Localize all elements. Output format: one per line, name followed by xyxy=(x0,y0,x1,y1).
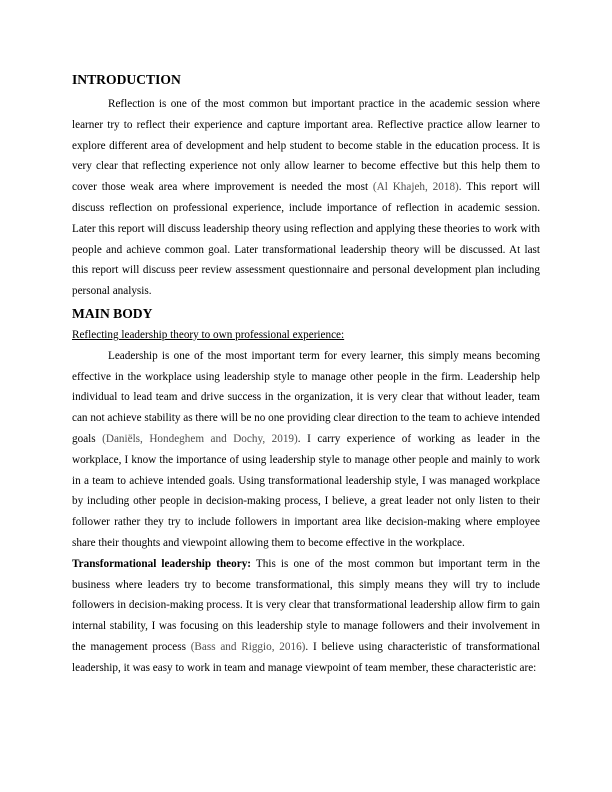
citation-al-khajeh: (Al Khajeh, 2018) xyxy=(372,181,459,194)
intro-text-part-2: . This report will discuss reflection on professional experience, include importance of reflection in academic session. Later this report will discuss leadership theory using reflection and applying these theories to work with people and achieve common goal. Later transformational leadership theory will be discussed. At last this report will discuss peer review assessment questionnaire and personal development plan including personal analysis. xyxy=(72,181,540,298)
transformational-lead-term: Transformational leadership theory: xyxy=(72,557,252,570)
introduction-heading: INTRODUCTION xyxy=(72,72,181,87)
intro-text-part-1: Reflection is one of the most common but important practice in the academic session where learner try to reflect their experience and capture important area. Reflective practice allow learner to explore different area of development and help student to become stable in the education process. It is very clear that reflecting experience not only allow learner to become effective but this help them to cover those weak area where improvement is needed the most xyxy=(72,98,540,194)
leadership-text-part-2: . I carry experience of working as leader in the workplace, I know the importance of using leadership style to manage other people and mainly to work in a team to achieve intended goals. Using transformational leadership style, I was managed workplace by including other people in decision-making process, I believe, a great leader not only listen to their follower rather they try to include followers in important area like decision-making where employee share their thoughts and viewpoint allowing them to become effective in the workplace. xyxy=(72,432,540,549)
main-body-heading: MAIN BODY xyxy=(72,305,153,321)
introduction-paragraph xyxy=(72,94,540,302)
citation-bass-riggio: (Bass and Riggio, 2016) xyxy=(190,640,306,653)
transformational-text-part-1: This is one of the most common but important term in the business where leaders try to become transformational, this simply means they will try to include followers in decision-making process. It is very clear that transformational leadership allow firm to gain internal stability, I was focusing on this leadership style to manage followers and their involvement in the management process xyxy=(72,557,540,653)
citation-daniels: (Daniëls, Hondeghem and Dochy, 2019) xyxy=(102,432,298,445)
leadership-subheading: Reflecting leadership theory to own professional experience: xyxy=(72,328,345,341)
leadership-text-part-1: Leadership is one of the most important term for every learner, this simply means becoming effective in the workplace using leadership style to manage other people in the firm. Leadership help individual to lead team and drive success in the organization, it is very clear that without leader, team can not achieve stability as there will be no one providing clear direction to the team to achieve intended goals xyxy=(72,349,540,445)
transformational-paragraph xyxy=(72,554,540,679)
leadership-paragraph xyxy=(72,346,540,554)
page-content xyxy=(72,70,540,679)
transformational-text-part-2: . I believe using characteristic of transformational leadership, it was easy to work in team and manage viewpoint of team member, these characteristic are: xyxy=(72,640,541,674)
